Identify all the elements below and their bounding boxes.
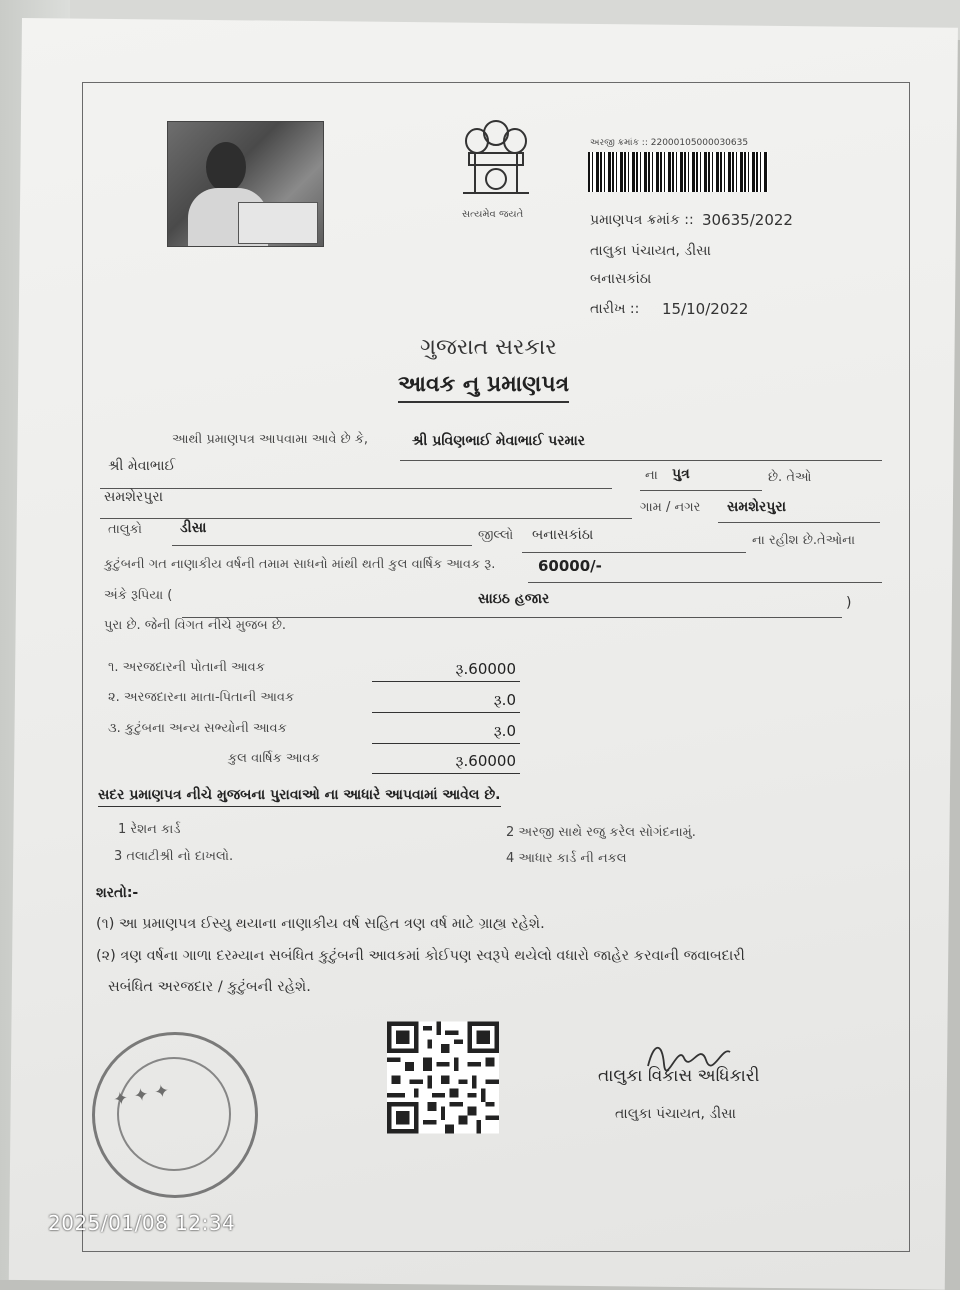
issuing-district: બનાસકાંઠા [590, 271, 652, 287]
income-row-amount: રૂ.0 [493, 691, 516, 709]
certificate-number-label: પ્રમાણપત્ર ક્રમાંક :: [590, 212, 694, 228]
income-row-amount: રૂ.0 [493, 722, 516, 740]
che-teo: છે. તેઓ [768, 470, 812, 485]
amount-in-words: સાઇઠ હજાર [478, 591, 550, 607]
income-row-underline [372, 743, 520, 744]
district-underline [522, 552, 746, 553]
district: બનાસકાંઠા [532, 527, 594, 543]
photo-board [238, 202, 318, 244]
condition-2: (૨) ત્રણ વર્ષના ગાળા દરમ્યાન સબંધિત કુટુંબની આવકમાં કોઈપણ સ્વરૂપે થયેલો વધારો જાહેર કરવાની જવાબદારી [96, 948, 745, 964]
photo-face [206, 142, 246, 192]
income-row-label: ૨. અરજદારના માતા-પિતાની આવક [108, 690, 295, 705]
name-underline [400, 460, 882, 461]
father-underline [100, 488, 612, 489]
words-label: અંકે રૂપિયા ( [104, 588, 173, 603]
evidence-item: 3 તલાટીશ્રી નો દાખલો. [114, 849, 234, 864]
national-emblem-icon [455, 113, 537, 213]
issuing-office: તાલુકા પંચાયત, ડીસા [590, 243, 711, 259]
intro-text: આથી પ્રમાણપત્ર આપવામા આવે છે કે, [172, 432, 369, 447]
issue-date: 15/10/2022 [662, 300, 749, 318]
signatory-designation: તાલુકા વિકાસ અધિકારી [598, 1066, 760, 1086]
district-label: જીલ્લો [478, 528, 514, 543]
evidence-heading: સદર પ્રમાણપત્ર નીચે મુજબના પુરાવાઓ ના આધારે આપવામાં આવેલ છે. [98, 787, 501, 807]
date-label: તારીખ :: [590, 301, 640, 317]
evidence-item: 1 રેશન કાર્ડ [118, 822, 181, 837]
relation-underline [640, 490, 762, 491]
close-paren: ) [846, 595, 852, 611]
resident-text: ના રહીશ છે.તેઓના [752, 533, 856, 548]
seal-inner-ring [117, 1057, 231, 1171]
taluka-label: તાલુકો [108, 522, 143, 537]
applicant-photo [167, 121, 324, 247]
taluka: ડીસા [180, 520, 207, 536]
village-underline [718, 522, 880, 523]
details-text: પુરા છે. જેની વિગત નીચે મુજબ છે. [104, 618, 287, 633]
document-title: આવક નુ પ્રમાણપત્ર [398, 372, 569, 403]
income-row-amount: રૂ.60000 [455, 660, 516, 678]
father-name: શ્રી મેવાભાઈ [108, 458, 176, 474]
income-row-label: ૧. અરજદારની પોતાની આવક [108, 660, 265, 675]
applicant-name: શ્રી પ્રવિણભાઈ મેવાભાઈ પરમાર [412, 433, 586, 449]
income-row-underline [372, 681, 520, 682]
total-amount: રૂ.60000 [455, 752, 516, 770]
qr-code [387, 1020, 499, 1135]
village: સમશેરપુરા [727, 499, 787, 515]
evidence-item: 2 અરજી સાથે રજુ કરેલ સોગંદનામું. [506, 825, 696, 840]
evidence-item: 4 આધાર કાર્ડ ની નકલ [506, 851, 627, 866]
certificate-number: 30635/2022 [702, 211, 793, 229]
seal-mark: ✦ ✦ ✦ [111, 1080, 172, 1111]
signatory-office: તાલુકા પંચાયત, ડીસા [615, 1106, 736, 1122]
income-underline [528, 582, 882, 583]
application-number: અરજી ક્રમાંક :: 22000105000030635 [590, 138, 749, 148]
emblem-motto: સત્યમેવ જયતે [462, 209, 524, 220]
na-label: ના [645, 468, 658, 483]
official-seal [92, 1032, 258, 1198]
village-label: ગામ / નગર [640, 500, 701, 515]
barcode [588, 152, 768, 192]
income-row-underline [372, 712, 520, 713]
conditions-heading: શરતો:- [96, 885, 139, 901]
address-underline [100, 518, 632, 519]
condition-2-continued: સબંધિત અરજદાર / કુટુંબની રહેશે. [108, 979, 311, 995]
photo-timestamp: 2025/01/08 12:34 [48, 1211, 236, 1235]
relation: પુત્ર [672, 466, 690, 482]
taluka-underline [172, 545, 472, 546]
income-text: કુટુંબની ગત નાણાકીય વર્ષની તમામ સાધનો માંથી થતી કુલ વાર્ષિક આવક રૂ. [104, 557, 496, 572]
address: સમશેરપુરા [104, 489, 164, 505]
government-title: ગુજરાત સરકાર [420, 335, 557, 360]
total-label: કુલ વાર્ષિક આવક [228, 751, 320, 766]
income-amount: 60000/- [538, 557, 602, 575]
condition-1: (૧) આ પ્રમાણપત્ર ઈસ્યુ થયાના નાણાકીય વર્ષ સહિત ત્રણ વર્ષ માટે ગ્રાહ્ય રહેશે. [96, 916, 545, 932]
income-row-label: ૩. કુટુંબના અન્ય સભ્યોની આવક [108, 721, 287, 736]
total-underline [372, 773, 520, 774]
